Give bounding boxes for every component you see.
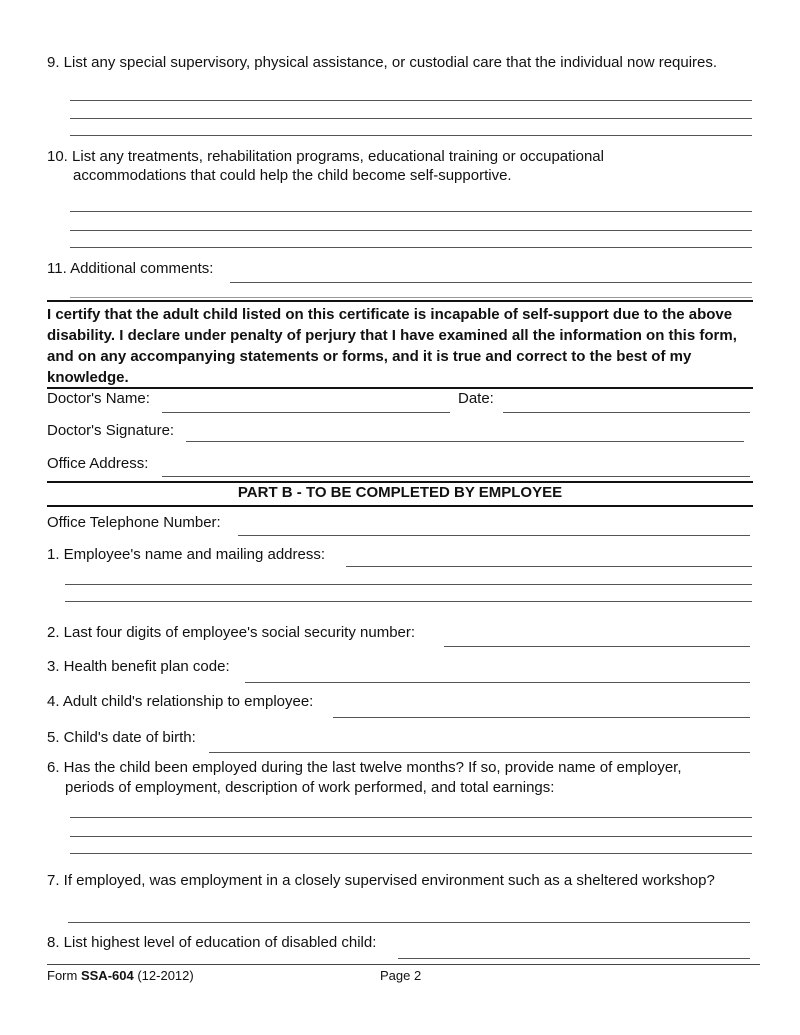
question-b5: 5. Child's date of birth:	[47, 729, 196, 746]
question-b2: 2. Last four digits of employee's social security number:	[47, 624, 416, 641]
answer-line[interactable]	[245, 682, 750, 683]
question-b6: 6. Has the child been employed during the last twelve months? If so, provide name of employer,	[47, 759, 682, 776]
question-b6-cont: periods of employment, description of work performed, and total earnings:	[65, 779, 555, 796]
question-b3: 3. Health benefit plan code:	[47, 658, 230, 675]
answer-line[interactable]	[70, 297, 752, 298]
page-number: Page 2	[380, 968, 422, 983]
question-11: 11. Additional comments:	[47, 260, 214, 277]
answer-line[interactable]	[70, 247, 752, 248]
answer-line[interactable]	[444, 646, 750, 647]
answer-line[interactable]	[70, 100, 752, 101]
footer-divider	[47, 964, 760, 965]
question-b8: 8. List highest level of education of disabled child:	[47, 934, 377, 951]
question-b7: 7. If employed, was employment in a closely supervised environment such as a sheltered workshop?	[47, 872, 715, 889]
answer-line[interactable]	[398, 958, 750, 959]
answer-line[interactable]	[70, 118, 752, 119]
divider	[47, 505, 753, 507]
office-address-field[interactable]	[162, 476, 750, 477]
form-date: (12-2012)	[137, 968, 194, 983]
answer-line[interactable]	[230, 282, 752, 283]
form-prefix: Form	[47, 968, 78, 983]
date-field[interactable]	[503, 412, 750, 413]
office-telephone-label: Office Telephone Number:	[47, 514, 221, 531]
answer-line[interactable]	[70, 211, 752, 212]
doctor-signature-field[interactable]	[186, 441, 744, 442]
answer-line[interactable]	[65, 601, 752, 602]
doctor-name-field[interactable]	[162, 412, 450, 413]
answer-line[interactable]	[333, 717, 750, 718]
form-id	[47, 966, 194, 986]
answer-line[interactable]	[65, 584, 752, 585]
answer-line[interactable]	[70, 836, 752, 837]
doctor-signature-label: Doctor's Signature:	[47, 422, 175, 439]
doctor-name-label: Doctor's Name:	[47, 390, 150, 407]
answer-line[interactable]	[70, 230, 752, 231]
answer-line[interactable]	[68, 922, 750, 923]
divider	[47, 387, 753, 389]
answer-line[interactable]	[70, 135, 752, 136]
certification-statement: I certify that the adult child listed on this certificate is incapable of self-support due to the above disability. I declare under penalty of perjury that I have examined all the information on this form, and on any accompanying statements or forms, and it is true and correct to the best of my knowledge.	[47, 306, 737, 386]
answer-line[interactable]	[70, 853, 752, 854]
question-9: 9. List any special supervisory, physical assistance, or custodial care that the individual now requires.	[47, 54, 718, 71]
office-telephone-field[interactable]	[238, 535, 750, 536]
answer-line[interactable]	[346, 566, 752, 567]
question-b1: 1. Employee's name and mailing address:	[47, 546, 326, 563]
question-10-cont: accommodations that could help the child become self-supportive.	[73, 167, 512, 184]
date-label: Date:	[458, 390, 494, 407]
answer-line[interactable]	[70, 817, 752, 818]
answer-line[interactable]	[209, 752, 750, 753]
divider	[47, 300, 753, 302]
form-number: SSA-604	[80, 968, 134, 983]
question-b4: 4. Adult child's relationship to employee:	[47, 693, 314, 710]
question-10: 10. List any treatments, rehabilitation programs, educational training or occupational	[47, 148, 604, 165]
office-address-label: Office Address:	[47, 455, 149, 472]
part-b-heading: PART B - TO BE COMPLETED BY EMPLOYEE	[237, 484, 563, 501]
